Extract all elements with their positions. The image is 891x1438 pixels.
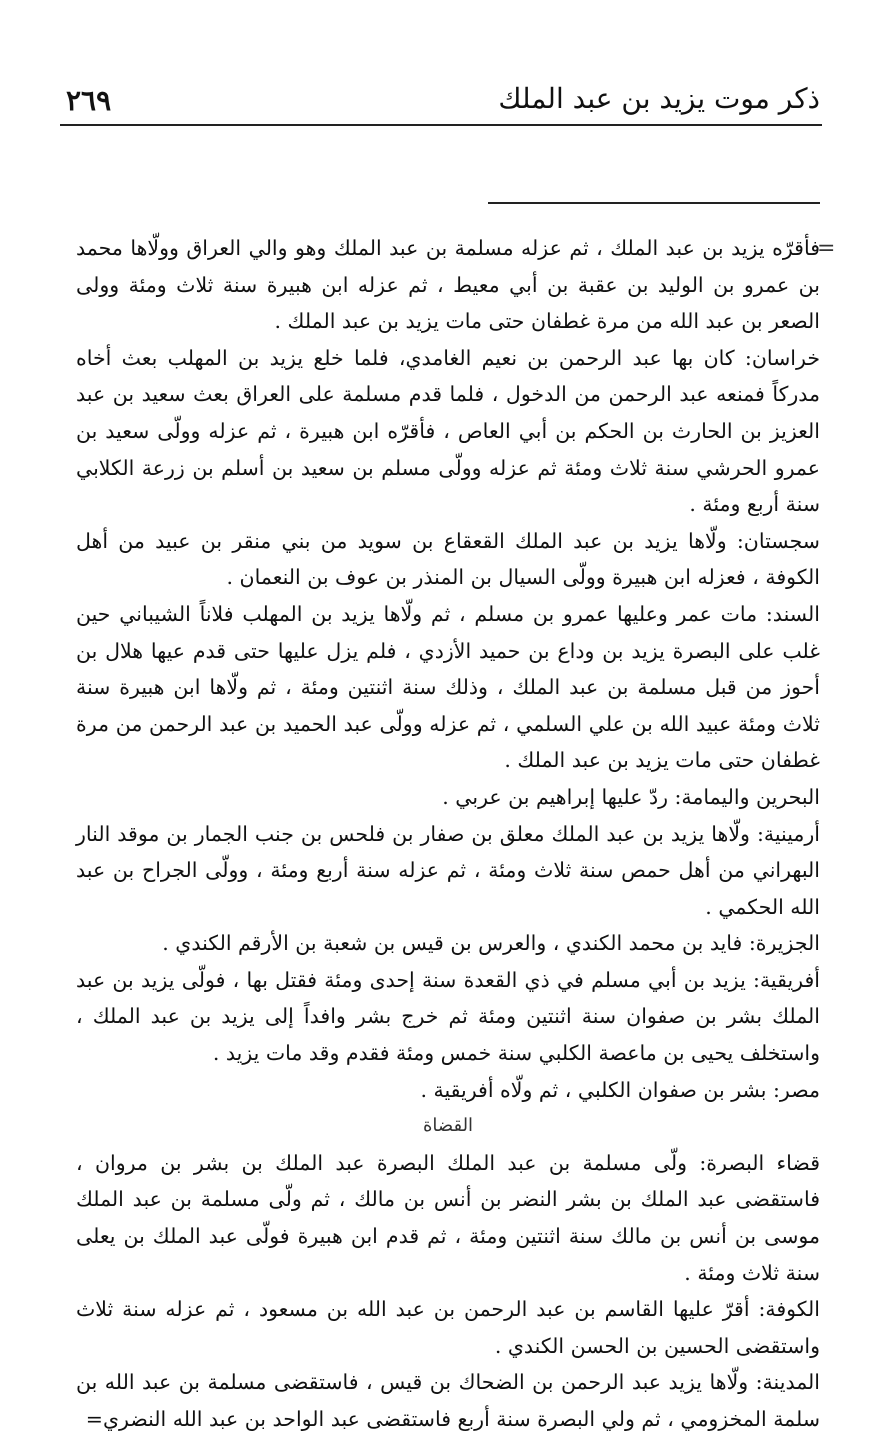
paragraph-ifriqiya: أفريقية: يزيد بن أبي مسلم في ذي القعدة سنة إحدى ومئة فقتل بها ، فولّى يزيد بن عبد الملك بشر بن صفوان سنة اثنتين ومئة ثم خرج بشر وافداً إلى يزيد بن عبد الملك ، واستخلف يحيى بن ماعصة الكلبي سنة خمس ومئة فقدم وقد مات يزيد . [76,967,820,1066]
paragraph-sind: السند: مات عمر وعليها عمرو بن مسلم ، ثم ولّاها يزيد بن المهلب فلاناً الشيباني حين غلب على البصرة يزيد بن وداع بن حميد الأزدي ، فلم يزل عليها حتى قدم عيها هلال بن أحوز من قبل مسلمة بن عبد الملك ، وذلك سنة اثنتين ومئة ، ثم ولّاها ابن هبيرة سنة ثلاث ومئة عبيد الله بن علي السلمي ، ثم عزله وولّى عبد الحميد بن عبد الرحمن من مرة غطفان حتى مات يزيد بن عبد الملك . [76,601,820,773]
running-title: ذكر موت يزيد بن عبد الملك [498,82,820,115]
paragraph-bahrain: البحرين واليمامة: ردّ عليها إبراهيم بن عربي . [442,784,820,809]
section-heading-judges: القضاة [422,1115,474,1137]
paragraph-armenia: أرمينية: ولّاها يزيد بن عبد الملك معلق بن صفار بن فلحس بن جنب الجمار بن موقد النار البهراني من أهل حمص سنة ثلاث ومئة ، ثم عزله سنة أربع ومئة ، وولّى الجراح بن عبد الله الحكمي . [76,821,820,919]
page-header [60,78,820,122]
continuation-mark-top: = [817,236,836,261]
paragraph-jazira: الجزيرة: فايد بن محمد الكندي ، والعرس بن قيس بن شعبة بن الأرقم الكندي . [162,931,820,956]
page-number: ٢٦٩ [66,84,112,117]
medina-judges-text: المدينة: ولّاها يزيد عبد الرحمن بن الضحاك بن قيس ، فاستقضى مسلمة بن عبد الله بن سلمة المخزومي ، ثم ولي البصرة سنة أربع فاستقضى عبد الواحد بن عبد الله النضري [76,1370,820,1431]
paragraph-basra-judges: قضاء البصرة: ولّى مسلمة بن عبد الملك البصرة عبد الملك بن بشر بن مروان ، فاستقضى عبد الملك بن بشر النضر بن أنس بن مالك ، ثم ولّى مسلمة بن عبد الملك موسى بن أنس بن مالك سنة اثنتين ومئة ، ثم قدم ابن هبيرة فولّى عبد الملك بن يعلى سنة ثلاث ومئة . [76,1150,820,1285]
paragraph-iraq-continued: فأقرّه يزيد بن عبد الملك ، ثم عزله مسلمة بن عبد الملك وهو والي العراق وولّاها محمد بن عمرو بن الوليد بن عقبة بن أبي معيط ، ثم عزله ابن هبيرة سنة ثلاث ومئة وولى الصعر بن عبد الله من مرة غطفان حتى مات يزيد بن عبد الملك . [76,236,820,334]
paragraph-khurasan: خراسان: كان بها عبد الرحمن بن نعيم الغامدي، فلما خلع يزيد بن المهلب بعث أخاه مدركاً فمنعه عبد الرحمن من الدخول ، فلما قدم مسلمة على العراق بعث سعيد بن عبد العزيز بن الحارث بن الحكم بن أبي العاص ، فأقرّه ابن هبيرة ، ثم عزله وولّى سعيد بن عمرو الحرشي سنة ثلاث ومئة ثم عزله وولّى مسلم بن سعيد بن أسلم بن زرعة الكلابي سنة أربع ومئة . [76,345,820,517]
paragraph-egypt: مصر: بشر بن صفوان الكلبي ، ثم ولّاه أفريقية . [420,1077,820,1102]
header-rule [60,124,822,126]
footnote-rule [488,202,820,204]
body-text [76,230,820,1438]
continuation-mark-bottom: = [85,1407,103,1431]
paragraph-sijistan: سجستان: ولّاها يزيد بن عبد الملك القعقاع بن سويد من بني منقر بن عبيد من أهل الكوفة ، فعزله ابن هبيرة وولّى السيال بن المنذر بن عوف بن النعمان . [76,528,820,590]
paragraph-kufa-judges: الكوفة: أقرّ عليها القاسم بن عبد الرحمن بن عبد الله بن مسعود ، ثم عزله سنة ثلاث واستقضى الحسين بن الحسن الكندي . [76,1297,820,1358]
paragraph-medina-judges [76,1364,820,1437]
